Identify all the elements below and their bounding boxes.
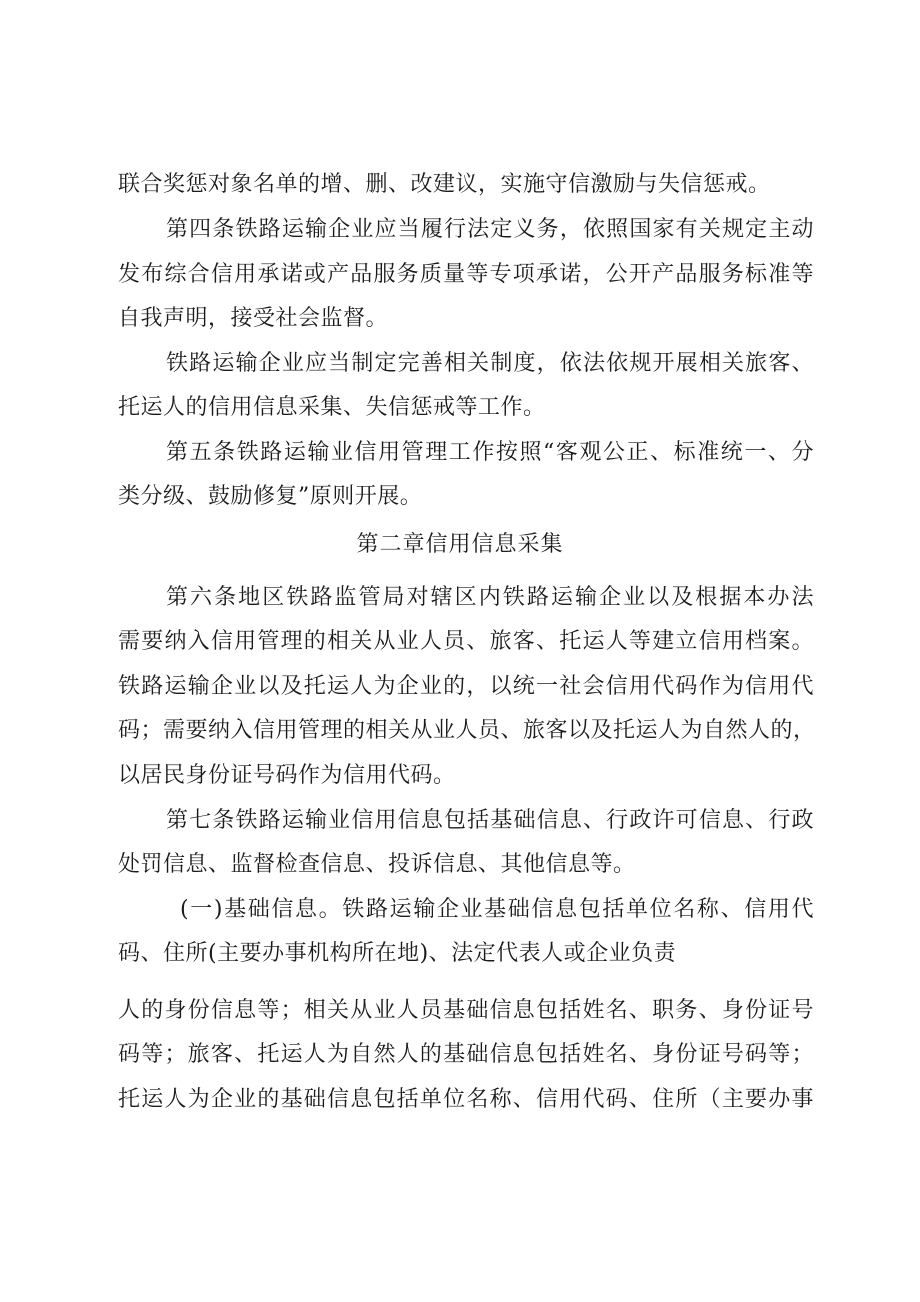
- paragraph-line: 类分级、鼓励修复”原则开展。: [118, 484, 423, 509]
- paragraph-line: 人的身份信息等；相关从业人员基础信息包括姓名、职务、身份证号: [118, 998, 814, 1023]
- paragraph-line: 托运人的信用信息采集、失信惩戒等工作。: [118, 395, 546, 420]
- paragraph-line: 铁路运输企业应当制定完善相关制度，依法依规开展相关旅客、: [166, 351, 814, 376]
- article-7-line: 第七条铁路运输业信用信息包括基础信息、行政许可信息、行政: [166, 808, 814, 833]
- paragraph-line: 联合奖惩对象名单的增、删、改建议，实施守信激励与失信惩戒。: [118, 172, 771, 197]
- item-1-line: (一)基础信息。铁路运输企业基础信息包括单位名称、信用代: [180, 897, 814, 922]
- paragraph-line: 码、住所(主要办事机构所在地)、法定代表人或企业负责: [118, 941, 677, 966]
- chapter-heading: 第二章信用信息采集: [356, 532, 564, 557]
- paragraph-line: 发布综合信用承诺或产品服务质量等专项承诺，公开产品服务标准等: [118, 262, 814, 287]
- article-4-line: 第四条铁路运输企业应当履行法定义务，依照国家有关规定主动: [166, 217, 814, 242]
- paragraph-line: 托运人为企业的基础信息包括单位名称、信用代码、住所（主要办事: [118, 1087, 814, 1112]
- paragraph-line: 处罚信息、监督检查信息、投诉信息、其他信息等。: [118, 852, 636, 877]
- paragraph-line: 码等；旅客、托运人为自然人的基础信息包括姓名、身份证号码等；: [118, 1042, 814, 1067]
- paragraph-line: 需要纳入信用管理的相关从业人员、旅客、托运人等建立信用档案。: [118, 629, 814, 654]
- article-5-line: 第五条铁路运输业信用管理工作按照“客观公正、标准统一、分: [166, 440, 814, 465]
- paragraph-line: 自我声明，接受社会监督。: [118, 306, 389, 331]
- paragraph-line: 以居民身份证号码作为信用代码。: [118, 763, 456, 788]
- article-6-line: 第六条地区铁路监管局对辖区内铁路运输企业以及根据本办法: [166, 585, 814, 610]
- paragraph-line: 铁路运输企业以及托运人为企业的，以统一社会信用代码作为信用代: [118, 674, 814, 699]
- paragraph-line: 码；需要纳入信用管理的相关从业人员、旅客以及托运人为自然人的，: [118, 718, 816, 743]
